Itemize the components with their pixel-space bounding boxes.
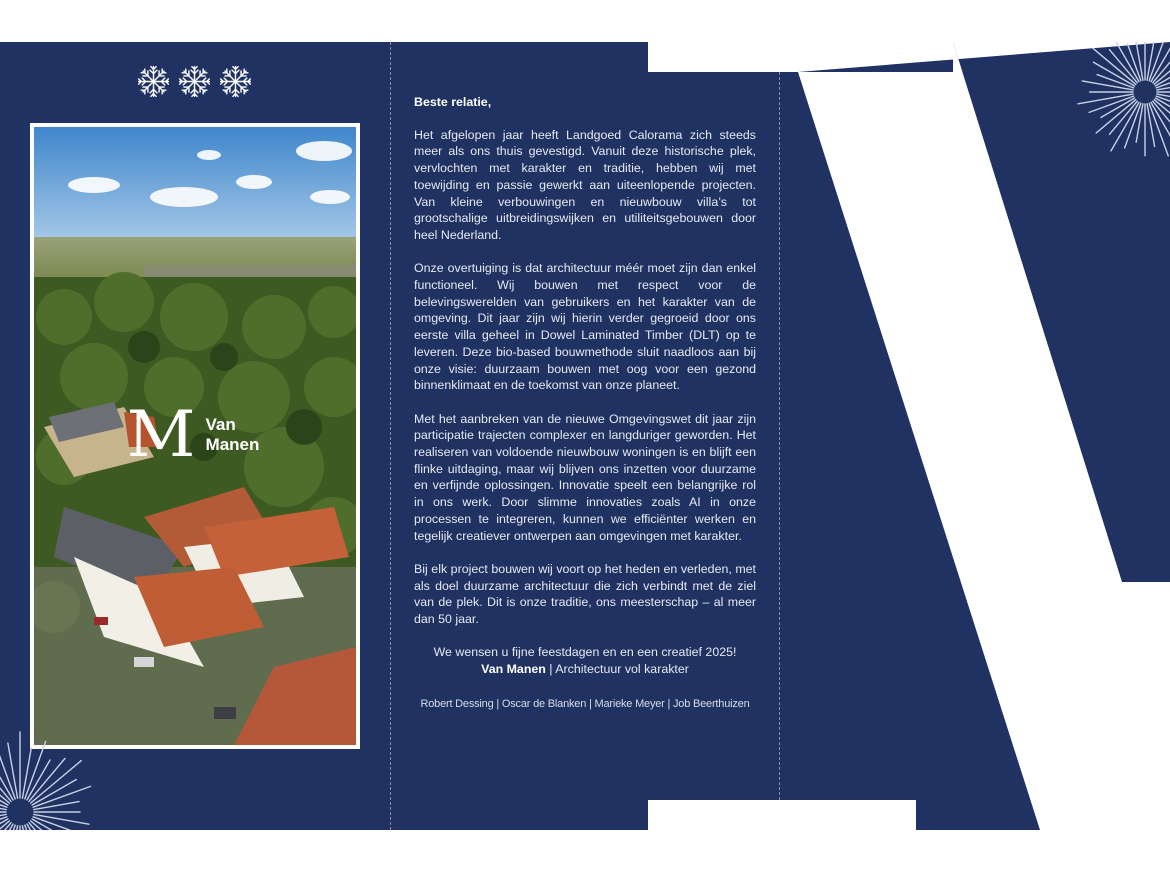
snowflake-icon [177,64,212,99]
firework-ray [31,821,78,830]
firework-ray [25,742,46,799]
firework-ray [0,817,7,830]
firework-ray [1155,98,1170,120]
fold-line-right [779,72,780,800]
firework-ray [25,825,48,830]
van-manen-logo [126,398,260,472]
firework-ray [1093,62,1134,86]
snowflake-row [136,64,253,99]
firework-ray [0,762,11,801]
firework-ray [1149,103,1168,156]
firework-ray [1093,48,1136,84]
firework-ray [33,817,95,830]
firework-ray [1153,101,1170,131]
firework-ray [0,814,6,825]
letter-closing: We wensen u fijne feestdagen en en een creatief 2025! [433,645,737,660]
snowflake-icon [218,64,253,99]
firework-ray [0,821,9,830]
letter-greeting: Beste relatie, [414,95,492,109]
firework-ray [1096,100,1136,133]
snowflake-icon [136,64,171,99]
firework-ray [1101,98,1135,118]
firework-ray [0,825,15,830]
firework-ray [0,756,15,799]
firework-ray [32,819,76,830]
firework-ray [1097,75,1134,88]
firework-ray [0,824,13,830]
firework-ray [1149,42,1167,81]
letter-paragraph: Het afgelopen jaar heeft Landgoed Calorama zich steeds meer als ons thuis gevestigd. Vanuit deze historische plek, vervlochten met karakter en traditie, hebben wij met toewijding en passie gewerkt aan uiteenlopende projecten. Van kleine verbouwingen en nieuwbouw villa’s tot grootschalige uitbreidingswijken en utiliteitsgebouwen door heel Nederland. [414,127,756,242]
firework-ray [1113,42,1139,82]
firework-ray [1157,94,1170,102]
firework-ray [10,826,18,830]
greeting-card [0,42,1170,830]
firework-ray [22,826,31,830]
firework-ray [1147,104,1155,147]
firework-ray [1109,50,1137,83]
letter-body [414,94,756,713]
firework-ray [1147,42,1155,80]
firework-ray [34,802,79,810]
firework-ray [1155,64,1170,86]
firework-ray [0,791,7,807]
logo-mark: M [126,398,185,472]
firework-ray [8,743,18,798]
firework-ray [1151,102,1170,143]
firework-ray [34,814,89,824]
logo-word-van: Van [205,415,236,434]
firework-ray [27,824,55,830]
firework-ray [29,758,65,801]
fold-line-left [390,42,391,830]
letter-paragraph: Onze overtuiging is dat architectuur méér moet zijn dan enkel functioneel. Wij bouwen met respect voor de belevingswerelden van gebruikers en het karakter van de omgeving. Dit jaar zijn wij hierin verder gegroeid door ons eerste villa geheel in Dowel Laminated Timber (DLT) op te leveren. Deze bio-based bouwmethode sluit naadloos aan bij onze visie: duurzaam bouwen met oog voor een gezond binnenklimaat en de toekomst van onze planeet. [414,261,756,393]
letter-signature [414,661,756,678]
firework-ray [1136,104,1143,142]
firework-ray [0,823,11,830]
firework-ray [0,819,8,830]
team-names: Robert Dessing | Oscar de Blanken | Marieke Meyer | Job Beerthuizen [420,697,750,710]
signature-separator: | [545,662,556,677]
logo-word-manen: Manen [205,435,260,454]
firework-ray [1157,83,1170,90]
firework-ray [1156,70,1170,88]
firework-ray [1154,100,1170,133]
firework-ray [1089,96,1134,112]
signature-name: Van Manen [481,662,546,677]
firework-ray [22,748,31,798]
firework-burst-top-right [1040,42,1170,172]
firework-ray [1128,44,1141,81]
firework-ray [1135,42,1143,80]
firework-ray [0,777,8,805]
firework-ray [1156,96,1170,115]
firework-ray [33,786,90,807]
firework-ray [29,823,59,830]
photo-frame [30,123,360,749]
firework-ray [0,761,9,803]
firework-ray [1078,94,1133,104]
firework-ray [1125,103,1141,148]
letter-paragraph: Bij elk project bouwen wij voort op het heden en verleden, met als doel duurzame architectuur die zich verbindt met de ziel van de plek. Dit is onze traditie, ons meesterschap – al meer dan 50 jaar. [414,561,756,627]
firework-ray [0,747,13,800]
firework-ray [0,799,6,810]
firework-ray [1151,48,1170,82]
firework-ray [1082,81,1133,90]
logo-wordmark [206,415,260,455]
letter-paragraph: Met het aanbreken van de nieuwe Omgevingswet dit jaar zijn participatie trajecten complexer en langduriger geworden. Het realiseren van voldoende nieuwbouw woningen is en blijft een flinke uitdaging, maar wij blijven ons inzetten voor duurzame en verfijnde oplossingen. Innovatie speelt een belangrijke rol in ons werk. Door slimme innovaties zoals AI in onze processen te integreren, kunnen we efficiënter werken en tegelijk creatiever ontwerpen aan omgevingen met karakter. [414,411,756,543]
firework-ray [1111,102,1139,150]
firework-ray [1109,101,1137,134]
signature-tagline: Architectuur vol karakter [555,662,689,677]
firework-ray [32,780,76,806]
firework-ray [31,761,82,803]
firework-ray [27,760,50,800]
firework-ray [1154,48,1170,84]
firework-ray [1153,46,1170,82]
